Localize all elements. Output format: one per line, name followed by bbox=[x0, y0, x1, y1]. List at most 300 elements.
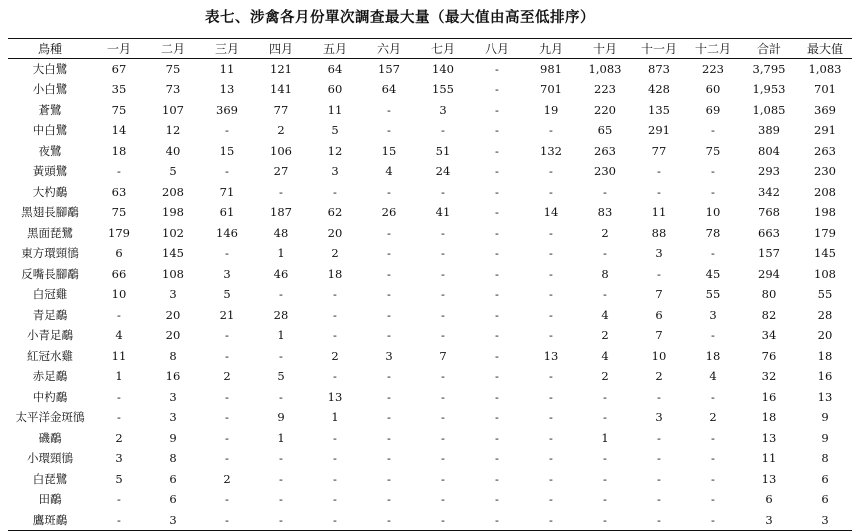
count-cell: - bbox=[333, 492, 337, 507]
count-cell: - bbox=[279, 184, 283, 199]
count-cell: - bbox=[495, 123, 499, 138]
count-cell: 7 bbox=[655, 287, 663, 302]
count-cell: 80 bbox=[761, 287, 777, 302]
count-cell: 179 bbox=[108, 225, 130, 240]
count-cell: - bbox=[495, 102, 499, 117]
column-header: 十二月 bbox=[686, 39, 740, 59]
count-cell: 428 bbox=[648, 82, 670, 97]
count-cell: - bbox=[117, 410, 121, 425]
count-cell: - bbox=[279, 348, 283, 363]
count-cell: 77 bbox=[273, 102, 289, 117]
count-cell: 62 bbox=[327, 205, 343, 220]
count-cell: - bbox=[225, 451, 229, 466]
species-name-cell: 青足鷸 bbox=[32, 307, 68, 322]
table-row bbox=[8, 489, 852, 510]
count-cell: 75 bbox=[705, 143, 721, 158]
count-cell: - bbox=[657, 389, 661, 404]
count-cell: - bbox=[711, 451, 715, 466]
count-cell: 18 bbox=[705, 348, 721, 363]
count-cell: - bbox=[441, 246, 445, 261]
count-cell: 208 bbox=[814, 184, 836, 199]
count-cell: 2 bbox=[601, 369, 609, 384]
count-cell: - bbox=[549, 287, 553, 302]
count-cell: 6 bbox=[655, 307, 663, 322]
count-cell: - bbox=[92, 510, 146, 531]
count-cell: - bbox=[387, 492, 391, 507]
count-cell: - bbox=[549, 389, 553, 404]
count-cell: 3 bbox=[655, 410, 663, 425]
count-cell: 208 bbox=[162, 184, 184, 199]
count-cell: - bbox=[549, 266, 553, 281]
count-cell: 198 bbox=[162, 205, 184, 220]
count-cell: - bbox=[387, 389, 391, 404]
count-cell: 45 bbox=[705, 266, 721, 281]
count-cell: 78 bbox=[705, 225, 721, 240]
count-cell: - bbox=[495, 410, 499, 425]
count-cell: 804 bbox=[758, 143, 780, 158]
count-cell: - bbox=[711, 246, 715, 261]
count-cell: 9 bbox=[821, 430, 829, 445]
count-cell: 16 bbox=[165, 369, 181, 384]
count-cell: - bbox=[603, 287, 607, 302]
count-cell: - bbox=[333, 287, 337, 302]
count-cell: 46 bbox=[273, 266, 289, 281]
count-cell: 60 bbox=[327, 82, 343, 97]
count-cell: 2 bbox=[223, 369, 231, 384]
count-cell: 8 bbox=[821, 451, 829, 466]
count-cell: - bbox=[495, 430, 499, 445]
table-row bbox=[8, 305, 852, 326]
species-name-cell: 磯鷸 bbox=[38, 430, 62, 445]
header-row bbox=[8, 39, 852, 59]
count-cell: 9 bbox=[821, 410, 829, 425]
count-cell: - bbox=[549, 246, 553, 261]
count-cell: 6 bbox=[169, 492, 177, 507]
count-cell: - bbox=[603, 246, 607, 261]
count-cell: - bbox=[441, 430, 445, 445]
species-name-cell: 大白鷺 bbox=[32, 62, 68, 76]
count-cell: - bbox=[333, 184, 337, 199]
count-cell: - bbox=[495, 246, 499, 261]
count-cell: - bbox=[225, 164, 229, 179]
count-cell: - bbox=[657, 164, 661, 179]
column-header: 十一月 bbox=[632, 39, 686, 59]
count-cell: - bbox=[225, 430, 229, 445]
count-cell: 107 bbox=[162, 102, 184, 117]
count-cell: 1 bbox=[331, 410, 339, 425]
count-cell: - bbox=[387, 307, 391, 322]
count-cell: - bbox=[711, 184, 715, 199]
count-cell: - bbox=[657, 266, 661, 281]
count-cell: - bbox=[603, 389, 607, 404]
count-cell: - bbox=[495, 287, 499, 302]
column-header: 合計 bbox=[740, 39, 798, 59]
count-cell: - bbox=[308, 510, 362, 531]
count-cell: 35 bbox=[111, 82, 127, 97]
count-cell: 140 bbox=[432, 62, 454, 76]
count-cell: 88 bbox=[651, 225, 667, 240]
count-cell: - bbox=[495, 184, 499, 199]
count-cell: - bbox=[441, 492, 445, 507]
count-cell: - bbox=[387, 451, 391, 466]
count-cell: - bbox=[495, 389, 499, 404]
column-header: 六月 bbox=[362, 39, 416, 59]
count-cell: 2 bbox=[223, 471, 231, 486]
species-name-cell: 鷹斑鷸 bbox=[8, 510, 92, 531]
count-cell: 20 bbox=[327, 225, 343, 240]
count-cell: 75 bbox=[111, 205, 127, 220]
count-cell: 67 bbox=[111, 62, 127, 76]
count-cell: 11 bbox=[327, 102, 343, 117]
count-cell: - bbox=[117, 164, 121, 179]
column-header: 二月 bbox=[146, 39, 200, 59]
count-cell: - bbox=[225, 389, 229, 404]
table-row bbox=[8, 284, 852, 305]
count-cell: - bbox=[495, 205, 499, 220]
count-cell: - bbox=[470, 510, 524, 531]
column-header: 三月 bbox=[200, 39, 254, 59]
count-cell: 145 bbox=[162, 246, 184, 261]
count-cell: 4 bbox=[385, 164, 393, 179]
count-cell: 3 bbox=[385, 348, 393, 363]
count-cell: 13 bbox=[219, 82, 235, 97]
count-cell: 121 bbox=[270, 62, 292, 76]
count-cell: 1 bbox=[277, 328, 285, 343]
count-cell: - bbox=[225, 348, 229, 363]
count-cell: - bbox=[441, 389, 445, 404]
count-cell: - bbox=[657, 492, 661, 507]
count-cell: 2 bbox=[709, 410, 717, 425]
count-cell: 41 bbox=[435, 205, 451, 220]
count-cell: 4 bbox=[601, 348, 609, 363]
count-cell: 63 bbox=[111, 184, 127, 199]
survey-table bbox=[8, 38, 852, 531]
table-row bbox=[8, 59, 852, 80]
table-row bbox=[8, 387, 852, 408]
count-cell: - bbox=[603, 184, 607, 199]
count-cell: 108 bbox=[162, 266, 184, 281]
count-cell: 187 bbox=[270, 205, 292, 220]
species-name-cell: 中白鷺 bbox=[32, 123, 68, 138]
count-cell: 14 bbox=[111, 123, 127, 138]
count-cell: - bbox=[495, 82, 499, 97]
count-cell: - bbox=[603, 410, 607, 425]
count-cell: 71 bbox=[219, 184, 235, 199]
count-cell: 11 bbox=[651, 205, 667, 220]
count-cell: - bbox=[495, 471, 499, 486]
count-cell: 13 bbox=[817, 389, 833, 404]
count-cell: - bbox=[254, 510, 308, 531]
count-cell: 663 bbox=[758, 225, 780, 240]
column-header: 一月 bbox=[92, 39, 146, 59]
count-cell: - bbox=[279, 451, 283, 466]
count-cell: - bbox=[495, 143, 499, 158]
count-cell: - bbox=[333, 471, 337, 486]
count-cell: 873 bbox=[648, 62, 670, 76]
count-cell: 14 bbox=[543, 205, 559, 220]
count-cell: 26 bbox=[381, 205, 397, 220]
species-name-cell: 紅冠水雞 bbox=[27, 348, 73, 363]
count-cell: 69 bbox=[705, 102, 721, 117]
column-header: 八月 bbox=[470, 39, 524, 59]
count-cell: 13 bbox=[543, 348, 559, 363]
count-cell: 20 bbox=[165, 307, 181, 322]
count-cell: - bbox=[441, 369, 445, 384]
table-row bbox=[8, 202, 852, 223]
count-cell: - bbox=[333, 328, 337, 343]
count-cell: 8 bbox=[169, 348, 177, 363]
count-cell: - bbox=[603, 492, 607, 507]
count-cell: - bbox=[441, 451, 445, 466]
count-cell: - bbox=[495, 225, 499, 240]
count-cell: - bbox=[362, 510, 416, 531]
table-row bbox=[8, 223, 852, 244]
species-name-cell: 黑翅長腳鷸 bbox=[21, 205, 79, 220]
table-row bbox=[8, 510, 852, 531]
species-name-cell: 太平洋金斑鴴 bbox=[15, 410, 85, 425]
count-cell: 13 bbox=[761, 471, 777, 486]
count-cell: 1 bbox=[277, 246, 285, 261]
count-cell: 145 bbox=[814, 246, 836, 261]
count-cell: - bbox=[441, 307, 445, 322]
count-cell: 18 bbox=[111, 143, 127, 158]
count-cell: 3 bbox=[331, 164, 339, 179]
table-row bbox=[8, 428, 852, 449]
species-name-cell: 白冠雞 bbox=[32, 287, 68, 302]
count-cell: 230 bbox=[594, 164, 616, 179]
table-row bbox=[8, 243, 852, 264]
count-cell: 1 bbox=[277, 430, 285, 445]
count-cell: 28 bbox=[817, 307, 833, 322]
count-cell: 2 bbox=[331, 246, 339, 261]
count-cell: - bbox=[387, 369, 391, 384]
count-cell: - bbox=[549, 184, 553, 199]
count-cell: 220 bbox=[594, 102, 616, 117]
count-cell: 51 bbox=[435, 143, 451, 158]
count-cell: - bbox=[711, 389, 715, 404]
table-row bbox=[8, 264, 852, 285]
count-cell: 27 bbox=[273, 164, 289, 179]
count-cell: 24 bbox=[435, 164, 451, 179]
count-cell: 5 bbox=[115, 471, 123, 486]
count-cell: 16 bbox=[817, 369, 833, 384]
count-cell: 198 bbox=[814, 205, 836, 220]
count-cell: 10 bbox=[651, 348, 667, 363]
count-cell: - bbox=[549, 328, 553, 343]
count-cell: - bbox=[549, 410, 553, 425]
count-cell: 20 bbox=[817, 328, 833, 343]
count-cell: 157 bbox=[758, 246, 780, 261]
count-cell: 342 bbox=[758, 184, 780, 199]
count-cell: - bbox=[657, 451, 661, 466]
count-cell: 34 bbox=[761, 328, 777, 343]
count-cell: - bbox=[686, 510, 740, 531]
column-header: 七月 bbox=[416, 39, 470, 59]
count-cell: 10 bbox=[705, 205, 721, 220]
count-cell: - bbox=[549, 430, 553, 445]
count-cell: 146 bbox=[216, 225, 238, 240]
count-cell: 18 bbox=[327, 266, 343, 281]
count-cell: 12 bbox=[327, 143, 343, 158]
count-cell: 73 bbox=[165, 82, 181, 97]
count-cell: 3 bbox=[115, 451, 123, 466]
count-cell: - bbox=[279, 471, 283, 486]
count-cell: 3 bbox=[798, 510, 852, 531]
count-cell: - bbox=[387, 123, 391, 138]
count-cell: 135 bbox=[648, 102, 670, 117]
count-cell: - bbox=[495, 492, 499, 507]
count-cell: 8 bbox=[169, 451, 177, 466]
table-body bbox=[8, 59, 852, 531]
count-cell: - bbox=[549, 164, 553, 179]
count-cell: 28 bbox=[273, 307, 289, 322]
count-cell: - bbox=[441, 287, 445, 302]
count-cell: 11 bbox=[111, 348, 127, 363]
column-header: 五月 bbox=[308, 39, 362, 59]
count-cell: - bbox=[387, 184, 391, 199]
count-cell: 701 bbox=[814, 82, 836, 97]
count-cell: - bbox=[225, 328, 229, 343]
count-cell: 223 bbox=[594, 82, 616, 97]
count-cell: 4 bbox=[709, 369, 717, 384]
table-title: 表七、涉禽各月份單次調查最大量（最大值由高至低排序） bbox=[205, 9, 595, 26]
count-cell: 66 bbox=[111, 266, 127, 281]
count-cell: 223 bbox=[702, 62, 724, 76]
count-cell: 61 bbox=[219, 205, 235, 220]
count-cell: 40 bbox=[165, 143, 181, 158]
count-cell: 75 bbox=[165, 62, 181, 76]
count-cell: 2 bbox=[115, 430, 123, 445]
species-name-cell: 大杓鷸 bbox=[32, 184, 68, 199]
count-cell: 701 bbox=[540, 82, 562, 97]
table-row bbox=[8, 161, 852, 182]
count-cell: 263 bbox=[814, 143, 836, 158]
species-name-cell: 白琵鷺 bbox=[32, 471, 68, 486]
count-cell: 1,085 bbox=[752, 102, 786, 117]
species-name-cell: 夜鷺 bbox=[38, 143, 62, 158]
count-cell: 263 bbox=[594, 143, 616, 158]
count-cell: - bbox=[549, 307, 553, 322]
table-row bbox=[8, 100, 852, 121]
count-cell: - bbox=[441, 123, 445, 138]
count-cell: 83 bbox=[597, 205, 613, 220]
count-cell: - bbox=[711, 471, 715, 486]
count-cell: - bbox=[441, 328, 445, 343]
count-cell: - bbox=[387, 328, 391, 343]
count-cell: 3 bbox=[709, 307, 717, 322]
count-cell: 15 bbox=[381, 143, 397, 158]
count-cell: - bbox=[225, 410, 229, 425]
count-cell: 60 bbox=[705, 82, 721, 97]
table-row bbox=[8, 448, 852, 469]
count-cell: - bbox=[495, 451, 499, 466]
species-name-cell: 東方環頸鴴 bbox=[21, 246, 79, 261]
count-cell: - bbox=[578, 510, 632, 531]
count-cell: 5 bbox=[169, 164, 177, 179]
count-cell: - bbox=[657, 184, 661, 199]
count-cell: 21 bbox=[219, 307, 235, 322]
count-cell: 76 bbox=[761, 348, 777, 363]
count-cell: - bbox=[524, 510, 578, 531]
count-cell: 5 bbox=[277, 369, 285, 384]
count-cell: 9 bbox=[277, 410, 285, 425]
count-cell: - bbox=[333, 430, 337, 445]
table-header bbox=[8, 39, 852, 59]
count-cell: 155 bbox=[432, 82, 454, 97]
species-name-cell: 赤足鷸 bbox=[32, 369, 68, 384]
count-cell: - bbox=[200, 510, 254, 531]
count-cell: 291 bbox=[814, 123, 836, 138]
count-cell: 16 bbox=[761, 389, 777, 404]
count-cell: 141 bbox=[270, 82, 292, 97]
count-cell: 291 bbox=[648, 123, 670, 138]
count-cell: - bbox=[657, 430, 661, 445]
count-cell: 1 bbox=[115, 369, 123, 384]
count-cell: 11 bbox=[219, 62, 235, 76]
column-header: 十月 bbox=[578, 39, 632, 59]
count-cell: 108 bbox=[814, 266, 836, 281]
count-cell: - bbox=[603, 471, 607, 486]
count-cell: - bbox=[495, 266, 499, 281]
count-cell: - bbox=[549, 492, 553, 507]
count-cell: 9 bbox=[169, 430, 177, 445]
count-cell: 6 bbox=[169, 471, 177, 486]
count-cell: - bbox=[441, 410, 445, 425]
count-cell: 3 bbox=[223, 266, 231, 281]
count-cell: 3 bbox=[740, 510, 798, 531]
count-cell: - bbox=[117, 492, 121, 507]
count-cell: - bbox=[495, 369, 499, 384]
count-cell: - bbox=[711, 164, 715, 179]
table-row bbox=[8, 346, 852, 367]
count-cell: - bbox=[711, 328, 715, 343]
count-cell: 6 bbox=[115, 246, 123, 261]
count-cell: - bbox=[441, 266, 445, 281]
count-cell: - bbox=[387, 410, 391, 425]
count-cell: 5 bbox=[331, 123, 339, 138]
count-cell: 3,795 bbox=[752, 62, 786, 76]
count-cell: 8 bbox=[601, 266, 609, 281]
count-cell: - bbox=[333, 369, 337, 384]
count-cell: 106 bbox=[270, 143, 292, 158]
count-cell: - bbox=[387, 225, 391, 240]
species-name-cell: 小白鷺 bbox=[32, 82, 68, 97]
species-name-cell: 小環頸鴴 bbox=[27, 451, 73, 466]
count-cell: 32 bbox=[761, 369, 777, 384]
count-cell: 15 bbox=[219, 143, 235, 158]
count-cell: 6 bbox=[765, 492, 773, 507]
count-cell: - bbox=[387, 246, 391, 261]
count-cell: - bbox=[441, 225, 445, 240]
count-cell: 4 bbox=[601, 307, 609, 322]
count-cell: - bbox=[495, 348, 499, 363]
table-row bbox=[8, 366, 852, 387]
species-name-cell: 中杓鷸 bbox=[32, 389, 68, 404]
count-cell: 64 bbox=[327, 62, 343, 76]
count-cell: 3 bbox=[169, 410, 177, 425]
count-cell: - bbox=[549, 225, 553, 240]
count-cell: - bbox=[711, 430, 715, 445]
count-cell: 11 bbox=[761, 451, 777, 466]
count-cell: 18 bbox=[817, 348, 833, 363]
count-cell: 5 bbox=[223, 287, 231, 302]
count-cell: - bbox=[495, 307, 499, 322]
column-header: 最大值 bbox=[798, 39, 852, 59]
count-cell: - bbox=[632, 510, 686, 531]
count-cell: - bbox=[441, 471, 445, 486]
count-cell: 77 bbox=[651, 143, 667, 158]
count-cell: 1 bbox=[601, 430, 609, 445]
